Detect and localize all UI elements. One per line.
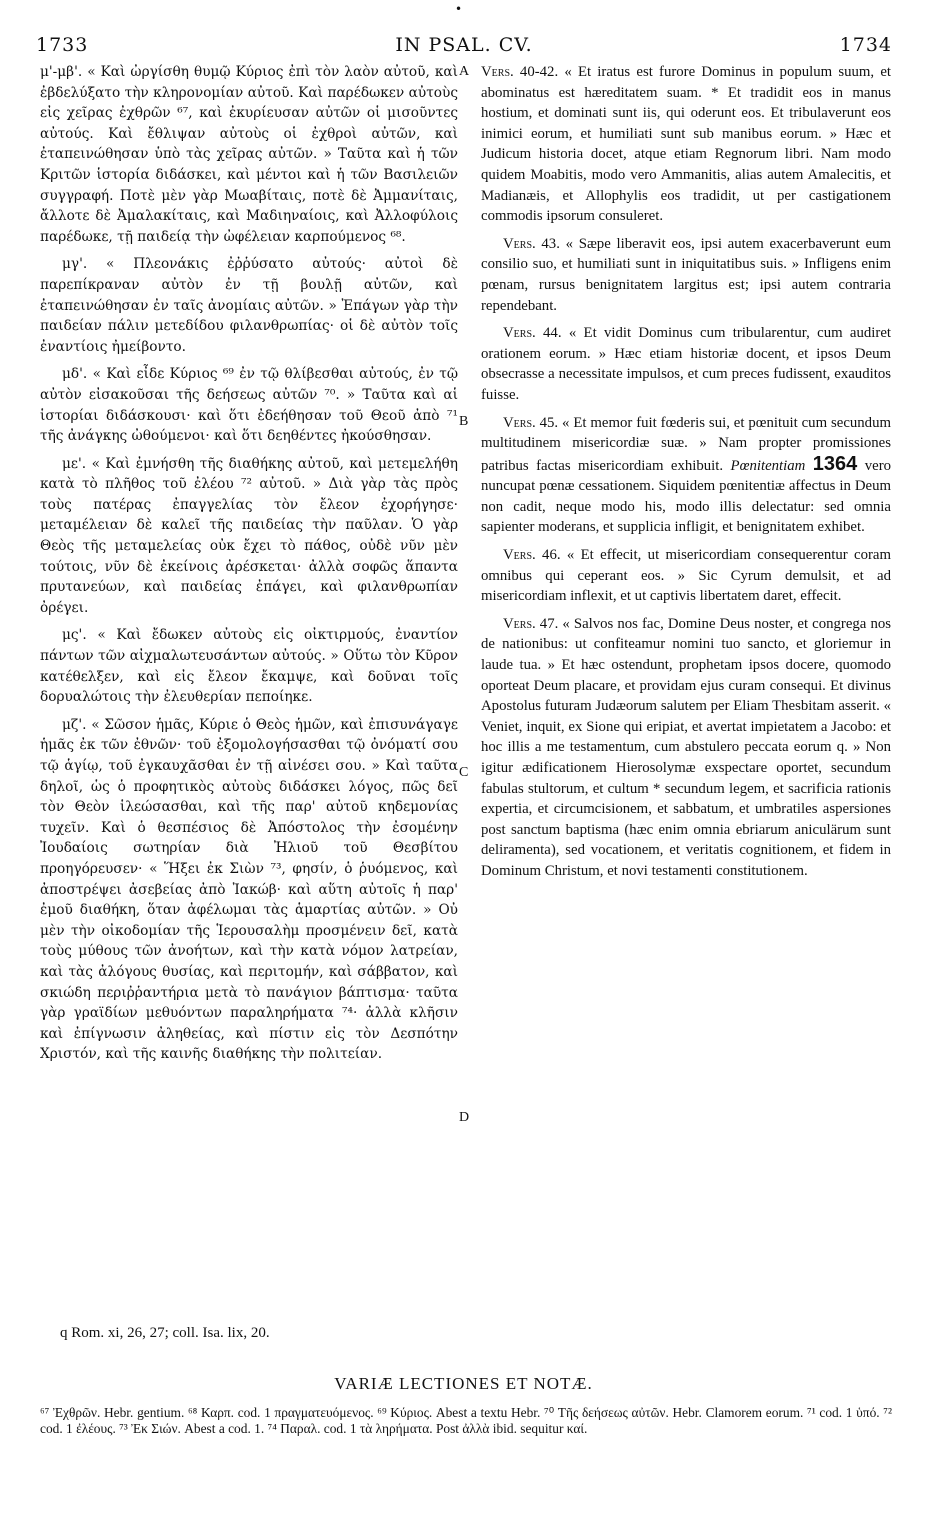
margin-marker-a: A — [459, 64, 470, 79]
latin-paragraph — [481, 545, 891, 607]
latin-text: « Sæpe liberavit eos, ipsi autem exacerbaverunt eum consilio suo, et humiliati sunt in iniquitatibus suis. » Infligens enim pœnam, rursus benignitatem largitus est; ipsi autem contraria rependebant. — [481, 235, 892, 314]
page-number-right: 1734 — [839, 34, 892, 56]
margin-marker-c: C — [459, 765, 469, 780]
latin-paragraph — [481, 614, 891, 882]
greek-paragraph: με'. « Καὶ ἐμνήσθη τῆς διαθήκης αὐτοῦ, καὶ μετεμελήθη κατὰ τὸ πλῆθος τοῦ ἐλέου ⁷² αὐτοῦ. » Διὰ γὰρ τὰς πρὸς τοὺς πατέρας ἐπαγγελίας τὸν ἔλεον ἐχορήγησε· μεταμέλειαν δὲ καλεῖ τῆς παιδείας τὴν παῦλαν. Ὁ γὰρ Θεὸς τῆς μεταμελείας οὐκ ἔχει τὸ πάθος, οὐδὲ νῦν μὲν τούτοις, νῦν δὲ ἐκείνοις ἀρέσκεται· ἀλλὰ σοφῶς ἅπαντα πρυτανεύων, καὶ παιδείας ἐπάγει, καὶ φιλανθρωπίαν ὀρέγει. — [40, 455, 458, 616]
latin-text: vero nuncupat pœnæ cessationem. Siquidem pœnitentiæ affectus in Deum non cadit, neque modo his, modo illis delectatur: sed omnia sapienter moderans, et supplicia infligit, et benignitatem exhibet. — [481, 457, 892, 536]
variant-notes: ⁶⁷ Ἐχθρῶν. Hebr. gentium. ⁶⁸ Καρπ. cod. 1 πραγματευόμενος. ⁶⁹ Κύριος. Abest a textu Hebr. ⁷⁰ Τῆς δεήσεως αὐτῶν. Hebr. Clamorem eorum. ⁷¹ cod. 1 ὑπό. ⁷² cod. 1 ἐλέους. ⁷³ Ἐκ Σιών. Abest a cod. 1. ⁷⁴ Παραλ. cod. 1 τὰ ληρήματα. Post ἀλλὰ ibid. sequitur καί. — [40, 1405, 892, 1436]
verse-number: Vers. 45. — [503, 414, 559, 431]
verse-number: Vers. 46. — [503, 547, 561, 564]
italic-term: Pœnitentiam — [730, 457, 806, 474]
greek-column — [40, 62, 458, 1072]
verse-number: Vers. 44. — [503, 325, 562, 342]
running-title: IN PSAL. CV. — [395, 34, 533, 56]
latin-text: « Et vidit Dominus cum tribularentur, cum audiret orationem eorum. » Hæc etiam historiæ docent, et ipsos Deum obsecrasse a necessitate impulsos, et cum preces fudissent, exauditos fuisse. — [481, 325, 892, 403]
latin-paragraph — [481, 413, 891, 539]
verse-number: Vers. 43. — [503, 235, 560, 252]
latin-text: « Salvos nos fac, Domine Deus noster, et congrega nos de nationibus: ut confiteamur nomini tuo sancto, et gloriemur in laude tua. » Et hæc ostendunt, prophetam ipsos docere, quomodo oporteat Deum placare, et providam ejus curam consequi. Et divinus Apostolus futuram Judæorum salutem per Eliam Thesbitam asserit. « Veniet, inquit, ex Sione qui eripiat, et avertat impietatem a Jacobo: et hoc illis a me testamentum, cum abstulero peccata eorum q. » Non igitur ædificationem Hierosolymæ exspectare oportet, secundum fabulas stultorum, et cultum * secundum legem, et sacrificia rationis expertia, et circumcisionem, et sabbatum, et umbratiles aspersiones post sanctum baptisma (hæc enim omnia ebriarum aniculärum sunt deliramenta), sed vocationem, et veritatis cognitionem, et fidem in Dominum Christum, et novi testamenti constitutionem. — [481, 615, 892, 879]
page-header — [36, 34, 892, 62]
margin-marker-d: D — [459, 1110, 470, 1125]
latin-column — [481, 62, 891, 889]
greek-paragraph: μζ'. « Σῶσον ἡμᾶς, Κύριε ὁ Θεὸς ἡμῶν, καὶ ἐπισυνάγαγε ἡμᾶς ἐκ τῶν ἐθνῶν· τοῦ ἐξομολογήσασθαι τῷ ὀνόματί σου τῷ ἁγίῳ, τοῦ ἐγκαυχᾶσθαι ἐν τῇ αἰνέσει σου. » Καὶ ταῦτα δηλοῖ, ὡς ὁ προφητικὸς αὐτοὺς διδάσκει λόγος, πῶς δεῖ τὸν Θεὸν ἱλεώσασθαι, καὶ τῆς παρ' αὐτοῦ κηδεμονίας τυχεῖν. Καὶ ὁ θεσπέσιος δὲ Ἀπόστολος τὴν ἐσομένην Ἰουδαίοις σωτηρίαν διὰ Ἠλιοῦ τοῦ Θεσβίτου προηγόρευσεν· « Ἥξει ἐκ Σιὼν ⁷³, φησίν, ὁ ῥυόμενος, καὶ ἀποστρέψει ἀσεβείας ἀπὸ Ἰακώβ· καὶ αὕτη αὐτοῖς ἡ παρ' ἐμοῦ διαθήκη, ὅταν ἀφέλωμαι τὰς ἁμαρτίας αὐτῶν. » Οὐ μὲν τὴν οἰκοδομίαν τῆς Ἱερουσαλὴμ προσμένειν δεῖ, κατὰ τοὺς μύθους τῶν ἀνοήτων, καὶ τὴν κατὰ νόμον λατρείαν, καὶ τὰς ἀλόγους θυσίας, καὶ περιτομήν, καὶ σάββατον, καὶ σκιώδη περιῤῥαντήρια μετὰ τὸ πανάγιον βάπτισμα· ταῦτα γὰρ γραϊδίων μεθυόντων παραληρήματα ⁷⁴· ἀλλὰ κλῆσιν καὶ ἐπίγνωσιν ἀληθείας, καὶ πίστιν εἰς τὸν Δεσπότην Χριστόν, καὶ τῆς καινῆς διαθήκης τὴν πολιτείαν. — [40, 716, 458, 1063]
column-number: 1364 — [812, 452, 858, 475]
latin-paragraph — [481, 234, 891, 316]
footnote — [60, 1325, 270, 1342]
footnote-text: Rom. xi, 26, 27; coll. Isa. lix, 20. — [71, 1325, 270, 1341]
greek-paragraph: μγ'. « Πλεονάκις ἐῤῥύσατο αὐτούς· αὐτοὶ δὲ παρεπίκραναν αὐτὸν ἐν τῇ βουλῇ αὐτῶν, καὶ ἐταπεινώθησαν ἐν ταῖς ἀνομίαις αὐτῶν. » Ἐπάγων γὰρ τὴν παιδείαν πάλιν μετεδίδου φιλανθρωπίας· οἱ δὲ αὐτὸν τοῖς ἐναντίοις ἠμείβοντο. — [40, 256, 458, 355]
latin-text: « Et effecit, ut misericordiam consequerentur coram omnibus qui ceperant eos. » Sic Cyrum demulsit, et ad misericordiam inflexit, et ut captivis libertatem daret, effecit. — [481, 547, 892, 605]
latin-text: « Et memor fuit fœderis sui, et pœnituit cum secundum multitudinem misericordiæ suæ. » Nam propter promissiones patribus factas misericordiam exhibuit. — [481, 414, 891, 474]
variae-lectiones-title: VARIÆ LECTIONES ET NOTÆ. — [334, 1374, 593, 1393]
verse-number: Vers. 47. — [503, 615, 559, 632]
page-number-left: 1733 — [36, 34, 89, 56]
greek-paragraph: μδ'. « Καὶ εἶδε Κύριος ⁶⁹ ἐν τῷ θλίβεσθαι αὐτούς, ἐν τῷ αὐτὸν εἰσακοῦσαι τῆς δεήσεως αὐτῶν ⁷⁰. » Ταῦτα καὶ αἱ ἱστορίαι διδάσκουσι· καὶ ὅτι ἐδεήθησαν τοῦ Θεοῦ ἀπὸ ⁷¹ τῆς ἀνάγκης ὠθούμενοι· καὶ ὅτι δεηθέντες ἠκούσθησαν. — [40, 366, 458, 445]
greek-paragraph: μ'-μβ'. « Καὶ ὠργίσθη θυμῷ Κύριος ἐπὶ τὸν λαὸν αὐτοῦ, καὶ ἐβδελύξατο τὴν κληρονομίαν αὐτοῦ. Καὶ παρέδωκεν αὐτοὺς εἰς χεῖρας ἐχθρῶν ⁶⁷, καὶ ἐκυρίευσαν αὐτῶν οἱ μισοῦντες αὐτούς. Καὶ ἔθλιψαν αὐτοὺς οἱ ἐχθροὶ αὐτῶν, καὶ ἐταπεινώθησαν ὑπὸ τὰς χεῖρας αὐτῶν. » Ταῦτα καὶ ἡ τῶν Κριτῶν ἱστορία διδάσκει, καὶ μέντοι καὶ ἡ τῶν Βασιλειῶν συγγραφή. Ποτὲ μὲν γὰρ Μωαβίταις, ποτὲ δὲ Ἀμμανίταις, ἄλλοτε δὲ Ἀμαλακίταις, καὶ Μαδιηναίοις, καὶ Ἀλλοφύλοις παρέδωκε, τῇ παιδείᾳ τὴν ὠφέλειαν καρπούμενος ⁶⁸. — [40, 64, 458, 245]
greek-paragraph: μς'. « Καὶ ἔδωκεν αὐτοὺς εἰς οἰκτιρμούς, ἐναντίον πάντων τῶν αἰχμαλωτευσάντων αὐτούς. » Οὕτω τὸν Κῦρον κατέθελξεν, καὶ εἰς ἔλεον ἔκαμψε, καὶ δοῦναι τοῖς δορυαλώτοις τὴν ἐλευθερίαν πεποίηκε. — [40, 627, 458, 706]
margin-marker-b: B — [459, 414, 469, 429]
latin-text: « Et iratus est furore Dominus in populum suum, et abominatus est hæreditatem suam. * Et tradidit eos in manus hostium, et dominati sunt iis, qui oderunt eos. Et tribulaverunt eos inimici eorum, et humiliati sunt sub manibus eorum. » Hæc et Judicum historia docet, atque etiam Regnorum libri. Nam modo quidem Moabitis, modo vero Ammanitis, alias autem Amalecitis, et Madianæis, et Allophylis eos tradidit, ut per castigationem commodis ipsorum consuleret. — [481, 64, 891, 225]
verse-number: Vers. 40-42. — [481, 64, 559, 80]
footnote-mark: q — [60, 1325, 68, 1341]
latin-paragraph — [481, 62, 891, 227]
latin-paragraph — [481, 323, 891, 405]
top-mark: • — [455, 2, 463, 16]
